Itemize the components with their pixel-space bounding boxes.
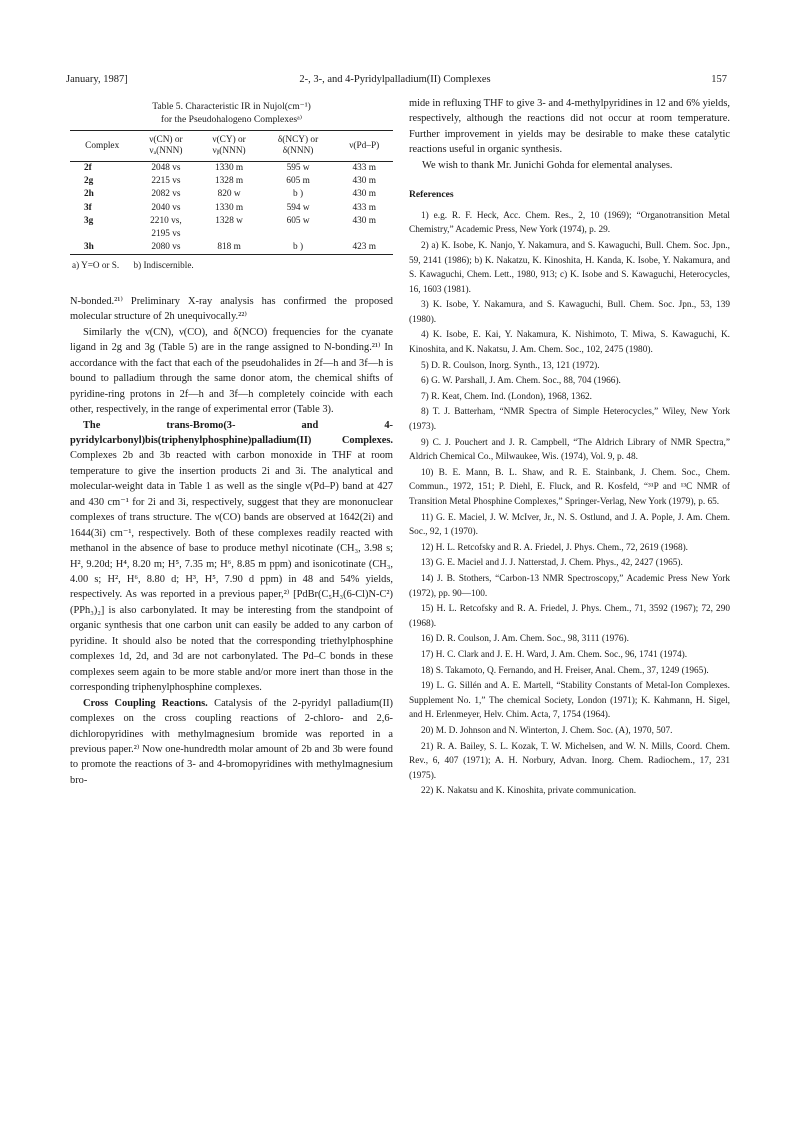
reference-item: 1) e.g. R. F. Heck, Acc. Chem. Res., 2, 10 (1969); “Organotransition Metal Chemistry,” Academic Press, New York (1974), p. 29. xyxy=(409,210,730,236)
col-header-complex: Complex xyxy=(85,140,120,151)
reference-item: 12) H. L. Retcofsky and R. A. Friedel, J. Phys. Chem., 72, 2619 (1968). xyxy=(421,542,689,553)
table-row: 2195 vs xyxy=(151,229,181,240)
reference-item: 16) D. R. Coulson, J. Am. Chem. Soc., 98, 3111 (1976). xyxy=(421,634,629,645)
reference-item: 14) J. B. Stothers, “Carbon-13 NMR Spectroscopy,” Academic Press New York (1972), pp. 90—100. xyxy=(409,573,730,599)
reference-item: 8) T. J. Batterham, “NMR Spectra of Simple Heterocycles,” Wiley, New York (1973). xyxy=(409,407,730,433)
section-body-carbonyl: Complexes 2b and 3b reacted with carbon monoxide in THF at room temperature to give the insertion products 2i and 3i. The analytical and molecular-weight data in Table 1 as well as the single ν(Pd–P) band at 427 and 430 cm⁻¹ for 2i and 3i, respectively, suggest that they are mononuclear complexes of trans structure. The ν(CO) bands are observed at 1642(2i) and 1644(3i) cm⁻¹, respectively. Both of these complexes readily reacted with methanol in the absence of base to produce methyl nicotinate (CH₃, 3.98 s; H², 9.20d; H⁴, 8.20 m; H⁵, 7.35 m; H⁶, 8.85 m ppm) and isonicotinate (CH₃, 4.00 s; H², H⁶, 8.80 d; H³, H⁵, 7.90 d ppm) in 48 and 54% yields, respectively. As was reported in a previous paper,²⁾ [PdBr(C₅H₃(6-Cl)N-C²)(PPh₃)₂] is also carbonylated. It may be interesting from the standpoint of organic synthesis that one carbon unit can easily be added to any carbon of pyridine. It should also be noted that the corresponding triethylphosphine complexes 1d, 2d, and 3d are not carbonylated. The Pd–C bonds in these complexes seem again to be more stable and/or more inert than those in the corresponding triphenylphosphine complexes. xyxy=(70,450,393,694)
table-row: 3f 2040 vs 1330 m 594 w 433 m xyxy=(84,202,376,213)
reference-item: 10) B. E. Mann, B. L. Shaw, and R. E. Stainbank, J. Chem. Soc., Chem. Commun., 1972, 151; P. Diehl, E. Fluck, and R. Kosfeld, “³¹P and ¹³C NMR of Transition Metal Phosphine Complexes,” Springer-Verlag, New York (1979), p. 65. xyxy=(409,467,730,507)
reference-item: 19) L. G. Sillén and A. E. Martell, “Stability Constants of Metal-Ion Complexes. Supplement No. 1,” The chemical Society, London (1971); K. Kahmann, H. Sigel, and H. Erlenmeyer, Helv. Chim. Acta, 7, 1754 (1964). xyxy=(409,681,730,721)
table-caption xyxy=(70,100,393,126)
references-heading: References xyxy=(409,189,454,201)
reference-item: 18) S. Takamoto, Q. Fernando, and H. Freiser, Anal. Chem., 37, 1249 (1965). xyxy=(421,665,709,676)
reference-item: 3) K. Isobe, Y. Nakamura, and S. Kawaguchi, Bull. Chem. Soc. Jpn., 53, 139 (1980). xyxy=(409,300,730,325)
col-header-cn: ν(CN) or νₐ(NNN) xyxy=(149,135,183,156)
table-header-row xyxy=(70,131,393,162)
table-footnote-b: b) Indiscernible. xyxy=(133,260,194,271)
section-heading-carbonyl: The trans-Bromo(3- and 4-pyridylcarbonyl)bis(triphenylphosphine)palladium(II) Complexes. xyxy=(70,419,393,446)
col-header-cy: ν(CY) or νᵦ(NNN) xyxy=(212,135,246,156)
reference-item: 13) G. E. Maciel and J. J. Natterstad, J. Chem. Phys., 42, 2427 (1965). xyxy=(421,558,683,569)
paragraph-n-bonded: N-bonded.²¹⁾ Preliminary X-ray analysis has confirmed the proposed molecular structure of 2h unequivocally.²²⁾ xyxy=(70,295,393,323)
col-header-ncy: δ(NCY) or δ(NNN) xyxy=(277,135,319,156)
reference-item: 9) C. J. Pouchert and J. R. Campbell, “The Aldrich Library of NMR Spectra,” Aldrich Chemical Co., Milwaukee, Wis. (1974), Vol. 9, p. 48. xyxy=(409,437,730,463)
reference-item: 7) R. Keat, Chem. Ind. (London), 1968, 1362. xyxy=(421,391,592,402)
table-caption-line2: for the Pseudohalogeno Complexesᵃ⁾ xyxy=(160,114,303,125)
paragraph-cyanate: Similarly the ν(CN), ν(CO), and δ(NCO) frequencies for the cyanate ligand in 2g and 3g (Table 5) are in the range assigned to N-bonding.²¹⁾ In accordance with the fact that each of the pseudohalides in 2f—h and 3f—h is bound to palladium through the same donor atom, the chemical shifts of pyridine-ring protons in 2f—h and 3f—h completely coincide with each other, respectively, in the range of experimental error (Table 3). xyxy=(70,326,393,416)
page-number: 157 xyxy=(711,74,727,85)
paragraph-cross-coupling xyxy=(70,696,393,789)
reference-item: 17) H. C. Clark and J. E. H. Ward, J. Am. Chem. Soc., 96, 1741 (1974). xyxy=(421,649,688,660)
ir-table xyxy=(70,130,393,255)
left-column xyxy=(70,96,393,788)
table-row: 2h 2082 vs 820 w b ) 430 m xyxy=(84,189,376,200)
reference-item: 4) K. Isobe, E. Kai, Y. Nakamura, K. Nishimoto, T. Miwa, S. Kawaguchi, K. Kinoshita, and K. Nakatsu, J. Am. Chem. Soc., 102, 2475 (1980). xyxy=(409,330,730,356)
reference-item: 22) K. Nakatsu and K. Kinoshita, private communication. xyxy=(421,786,637,797)
reference-item: 21) R. A. Bailey, S. L. Kozak, T. W. Michelsen, and W. N. Mills, Coord. Chem. Rev., 6, 407 (1971); A. H. Norbury, Advan. Inorg. Chem. Radiochem., 17, 231 (1975). xyxy=(409,741,730,781)
table-row: 2f 2048 vs 1330 m 595 w 433 m xyxy=(84,163,376,173)
section-heading-cross-coupling: Cross Coupling Reactions. xyxy=(83,697,208,709)
reference-item: 11) G. E. Maciel, J. W. McIver, Jr., N. S. Ostlund, and J. A. Pople, J. Am. Chem. Soc., 92, 1 (1970). xyxy=(409,512,730,538)
reference-item: 20) M. D. Johnson and N. Winterton, J. Chem. Soc. (A), 1970, 507. xyxy=(421,725,673,736)
running-header-date: January, 1987] xyxy=(66,74,128,85)
table-row: 3g 2210 vs, 1328 w 605 w 430 m xyxy=(84,215,376,226)
reference-item: 2) a) K. Isobe, K. Nanjo, Y. Nakamura, and S. Kawaguchi, Bull. Chem. Soc. Jpn., 59, 2141 (1986); b) K. Nakatzu, K. Kinoshita, H. Kanda, K. Isobe, Y. Nakamura, and S. Kawaguchi, Chem. Lett., 1980, 913; c) K. Isobe and S. Kawaguchi, Heterocycles, 16, 1603 (1981). xyxy=(409,240,730,295)
col-header-pdp: ν(Pd–P) xyxy=(349,140,380,151)
reference-item: 6) G. W. Parshall, J. Am. Chem. Soc., 88, 704 (1966). xyxy=(421,376,621,387)
paragraph-continuation: mide in refluxing THF to give 3- and 4-methylpyridines in 12 and 6% yields, respectively, although the reactions did not occur at room temperature. Further improvement in yields may be desirable to make these catalytic reactions useful in organic synthesis. xyxy=(409,98,730,156)
right-column xyxy=(409,96,730,800)
acknowledgment: We wish to thank Mr. Junichi Gohda for elemental analyses. xyxy=(422,159,673,171)
table-footnote-a: a) Y=O or S. xyxy=(72,260,120,271)
section-body-cross-coupling: Catalysis of the 2-pyridyl palladium(II) complexes on the cross coupling reactions of 2-chloro- and 2,6-dichloropyridines with methylmagnesium bromide was reported in a previous paper.²⁾ Now one-hundredth molar amount of 2b and 3b were found to promote the reactions of 3- and 4-bromopyridines with methylmagnesium bro- xyxy=(70,697,394,786)
table-row: 3h 2080 vs 818 m b ) 423 m xyxy=(70,241,393,255)
reference-item: 5) D. R. Coulson, Inorg. Synth., 13, 121 (1972). xyxy=(421,360,600,371)
running-header-title: 2-, 3-, and 4-Pyridylpalladium(II) Complexes xyxy=(299,74,491,85)
paragraph-carbonyl xyxy=(70,418,393,696)
reference-item: 15) H. L. Retcofsky and R. A. Friedel, J. Phys. Chem., 71, 3592 (1967); 72, 290 (1968). xyxy=(409,604,730,629)
reference-list xyxy=(409,209,730,799)
table-footnotes xyxy=(72,258,393,273)
table-caption-line1: Table 5. Characteristic IR in Nujol(cm⁻¹) xyxy=(152,101,311,112)
table-row: 2g 2215 vs 1328 m 605 m 430 m xyxy=(84,176,376,187)
